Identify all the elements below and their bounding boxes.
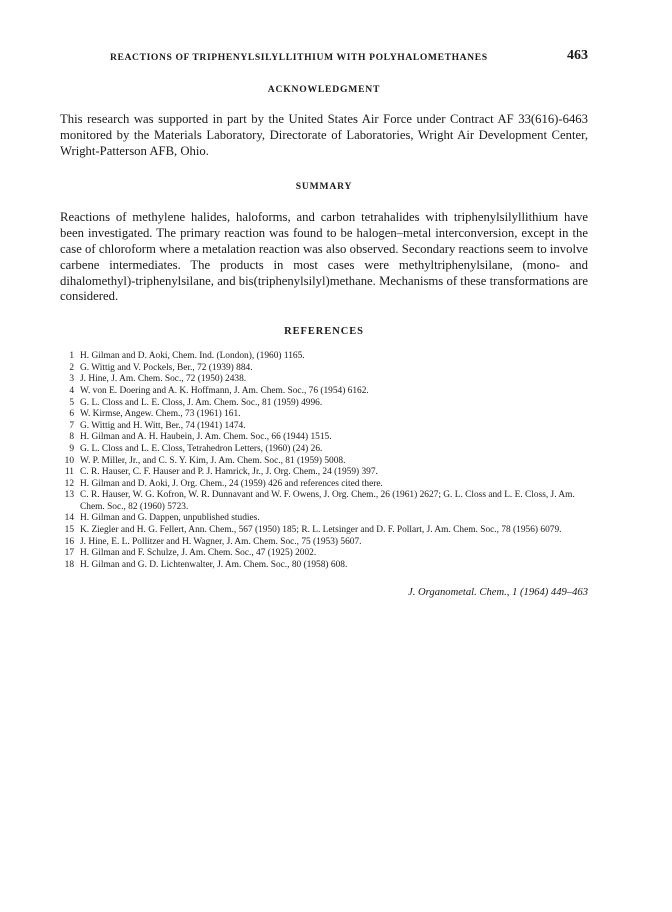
running-head bbox=[60, 48, 588, 70]
reference-number: 7 bbox=[69, 420, 74, 431]
reference-item bbox=[60, 363, 588, 375]
reference-number: 2 bbox=[69, 362, 74, 373]
reference-number: 4 bbox=[69, 385, 74, 396]
reference-text: G. Wittig and H. Witt, Ber., 74 (1941) 1474. bbox=[80, 420, 246, 431]
reference-item bbox=[60, 513, 588, 525]
reference-text: W. Kirmse, Angew. Chem., 73 (1961) 161. bbox=[80, 409, 241, 420]
reference-item bbox=[60, 421, 588, 433]
reference-number: 1 bbox=[69, 351, 74, 362]
reference-text: J. Hine, E. L. Pollitzer and H. Wagner, J. Am. Chem. Soc., 75 (1953) 5607. bbox=[80, 536, 362, 547]
page-number: 463 bbox=[567, 48, 588, 63]
reference-number: 5 bbox=[69, 397, 74, 408]
reference-number: 10 bbox=[64, 455, 74, 466]
reference-item bbox=[60, 560, 588, 572]
reference-item bbox=[60, 467, 588, 479]
reference-item bbox=[60, 409, 588, 421]
reference-item bbox=[60, 537, 588, 549]
summary-text: Reactions of methylene halides, haloforms, and carbon tetrahalides with triphenylsilyllithium have been investigated. The primary reaction was found to be halogen–metal interconversion, except in the case of chloroform where a metalation reaction was also observed. Secondary reactions seem to involve carbene intermediates. The products in most cases were methyltriphenylsilane, (mono- and dihalomethyl)-triphenylsilane, and bis(triphenylsilyl)methane. Mechanisms of these transformations are considered. bbox=[60, 210, 588, 304]
reference-item bbox=[60, 386, 588, 398]
summary-heading: SUMMARY bbox=[295, 181, 353, 193]
reference-text: C. R. Hauser, W. G. Kofron, W. R. Dunnavant and W. F. Owens, J. Org. Chem., 26 (1961) 2627; G. L. Closs and L. E. Closs, J. Am. Chem. Soc., 82 (1960) 5723. bbox=[80, 490, 575, 512]
reference-item bbox=[60, 374, 588, 386]
reference-number: 12 bbox=[64, 478, 74, 489]
reference-text: G. L. Closs and L. E. Closs, Tetrahedron Letters, (1960) (24) 26. bbox=[80, 443, 323, 454]
acknowledgment-heading: ACKNOWLEDGMENT bbox=[267, 84, 381, 95]
reference-number: 15 bbox=[64, 525, 74, 536]
reference-item bbox=[60, 490, 588, 513]
reference-number: 16 bbox=[64, 536, 74, 547]
reference-number: 8 bbox=[69, 432, 74, 443]
reference-number: 14 bbox=[64, 513, 74, 524]
reference-item bbox=[60, 456, 588, 468]
journal-citation: J. Organometal. Chem., 1 (1964) 449–463 bbox=[408, 587, 588, 599]
reference-number: 11 bbox=[64, 467, 74, 478]
reference-item bbox=[60, 351, 588, 363]
acknowledgment-text: This research was supported in part by the United States Air Force under Contract AF 33(616)-6463 monitored by the Materials Laboratory, Directorate of Laboratories, Wright Air Development Center, Wright-Patterson AFB, Ohio. bbox=[60, 112, 588, 158]
reference-text: K. Ziegler and H. G. Fellert, Ann. Chem., 567 (1950) 185; R. L. Letsinger and D. F. Pollart, J. Am. Chem. Soc., 78 (1956) 6079. bbox=[80, 525, 562, 536]
reference-item bbox=[60, 479, 588, 491]
reference-text: G. L. Closs and L. E. Closs, J. Am. Chem. Soc., 81 (1959) 4996. bbox=[80, 397, 323, 408]
reference-text: H. Gilman and A. H. Haubein, J. Am. Chem. Soc., 66 (1944) 1515. bbox=[80, 432, 332, 443]
reference-number: 3 bbox=[69, 374, 74, 385]
reference-text: J. Hine, J. Am. Chem. Soc., 72 (1950) 2438. bbox=[80, 374, 247, 385]
reference-item bbox=[60, 525, 588, 537]
reference-text: H. Gilman and G. Dappen, unpublished studies. bbox=[80, 513, 260, 524]
reference-text: H. Gilman and F. Schulze, J. Am. Chem. Soc., 47 (1925) 2002. bbox=[80, 548, 317, 559]
reference-text: C. R. Hauser, C. F. Hauser and P. J. Hamrick, Jr., J. Org. Chem., 24 (1959) 397. bbox=[80, 467, 378, 478]
reference-item bbox=[60, 444, 588, 456]
reference-item bbox=[60, 398, 588, 410]
reference-number: 6 bbox=[69, 409, 74, 420]
reference-text: H. Gilman and D. Aoki, J. Org. Chem., 24 (1959) 426 and references cited there. bbox=[80, 478, 383, 489]
reference-text: W. von E. Doering and A. K. Hoffmann, J. Am. Chem. Soc., 76 (1954) 6162. bbox=[80, 385, 369, 396]
reference-text: G. Wittig and V. Pockels, Ber., 72 (1939) 884. bbox=[80, 362, 253, 373]
running-title: REACTIONS OF TRIPHENYLSILYLLITHIUM WITH POLYHALOMETHANES bbox=[110, 52, 488, 63]
reference-text: H. Gilman and G. D. Lichtenwalter, J. Am. Chem. Soc., 80 (1958) 608. bbox=[80, 559, 348, 570]
reference-text: H. Gilman and D. Aoki, Chem. Ind. (London), (1960) 1165. bbox=[80, 351, 305, 362]
reference-number: 18 bbox=[64, 559, 74, 570]
reference-number: 17 bbox=[64, 548, 74, 559]
reference-number: 13 bbox=[64, 490, 74, 501]
reference-number: 9 bbox=[69, 443, 74, 454]
reference-item bbox=[60, 548, 588, 560]
reference-list bbox=[60, 351, 588, 571]
reference-text: W. P. Miller, Jr., and C. S. Y. Kim, J. Am. Chem. Soc., 81 (1959) 5008. bbox=[80, 455, 346, 466]
reference-item bbox=[60, 432, 588, 444]
journal-page bbox=[60, 48, 588, 598]
references-heading: REFERENCES bbox=[284, 326, 364, 338]
